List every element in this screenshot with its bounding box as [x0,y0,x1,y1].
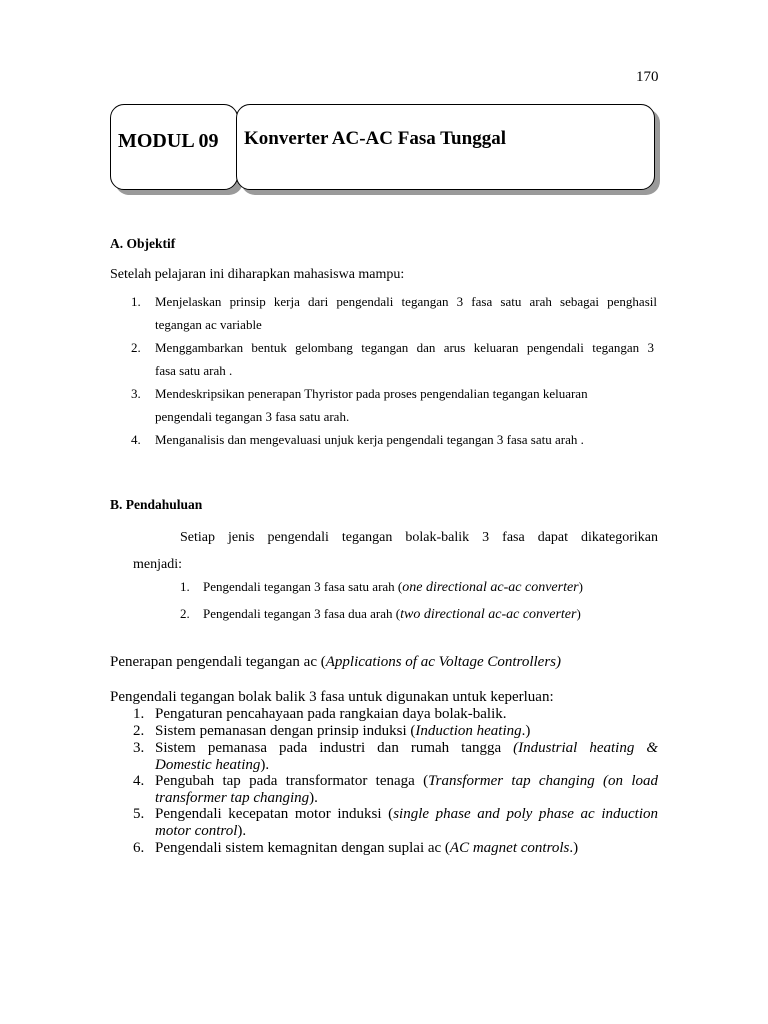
section-a-intro: Setelah pelajaran ini diharapkan mahasiswa mampu: [110,267,405,282]
application-1-number: 1. [133,706,145,722]
applications-intro: Pengendali tegangan bolak balik 3 fasa untuk digunakan untuk keperluan: [110,689,554,705]
application-4-line-1: Pengubah tap pada transformator tenaga (Transformer tap changing (on load [155,773,658,789]
application-6: Pengendali sistem kemagnitan dengan suplai ac (AC magnet controls.) [155,840,579,856]
objective-4-line-1: Menganalisis dan mengevaluasi unjuk kerja pengendali tegangan 3 fasa satu arah . [155,432,584,447]
objective-2-line-1: Menggambarkan bentuk gelombang tegangan dan arus keluaran pengendali tegangan 3 [155,340,654,355]
application-5-line-2: motor control). [155,823,247,839]
application-2: Sistem pemanasan dengan prinsip induksi (Induction heating.) [155,723,531,739]
section-a-heading: A. Objektif [110,236,176,251]
objective-3-line-2: pengendali tegangan 3 fasa satu arah. [155,409,350,424]
application-4-line-2: transformer tap changing). [155,790,318,806]
category-2: Pengendali tegangan 3 fasa dua arah (two directional ac-ac converter) [203,606,581,622]
section-b-paragraph-line-1: Setiap jenis pengendali tegangan bolak-balik 3 fasa dapat dikategorikan [180,530,658,545]
section-b-paragraph-line-2: menjadi: [133,557,182,572]
application-5-number: 5. [133,806,145,822]
page-number: 170 [636,69,659,85]
objective-1-line-1: Menjelaskan prinsip kerja dari pengendali tegangan 3 fasa satu arah sebagai penghasil [155,294,657,309]
objective-3-number: 3. [131,386,141,401]
category-2-number: 2. [180,606,190,621]
objective-2-line-2: fasa satu arah . [155,363,233,378]
section-b-heading: B. Pendahuluan [110,497,203,512]
application-5-line-1: Pengendali kecepatan motor induksi (single phase and poly phase ac induction [155,806,659,822]
application-6-number: 6. [133,840,145,856]
application-2-number: 2. [133,723,145,739]
objective-2-number: 2. [131,340,141,355]
application-3-line-1: Sistem pemanasa pada industri dan rumah tangga (Industrial heating & [155,740,659,756]
application-1: Pengaturan pencahayaan pada rangkaian daya bolak-balik. [155,706,507,722]
applications-title: Penerapan pengendali tegangan ac (Applications of ac Voltage Controllers) [110,654,561,670]
category-1: Pengendali tegangan 3 fasa satu arah (one directional ac-ac converter) [203,579,583,595]
objective-1-number: 1. [131,294,141,309]
module-label: MODUL 09 [118,130,219,152]
objective-3-line-1: Mendeskripsikan penerapan Thyristor pada proses pengendalian tegangan keluaran [155,386,588,401]
objective-1-line-2: tegangan ac variable [155,317,262,332]
category-1-number: 1. [180,579,190,594]
application-3-number: 3. [133,740,145,756]
application-3-line-2: Domestic heating). [155,757,270,773]
module-title: Konverter AC-AC Fasa Tunggal [244,128,506,149]
application-4-number: 4. [133,773,145,789]
objective-4-number: 4. [131,432,141,447]
